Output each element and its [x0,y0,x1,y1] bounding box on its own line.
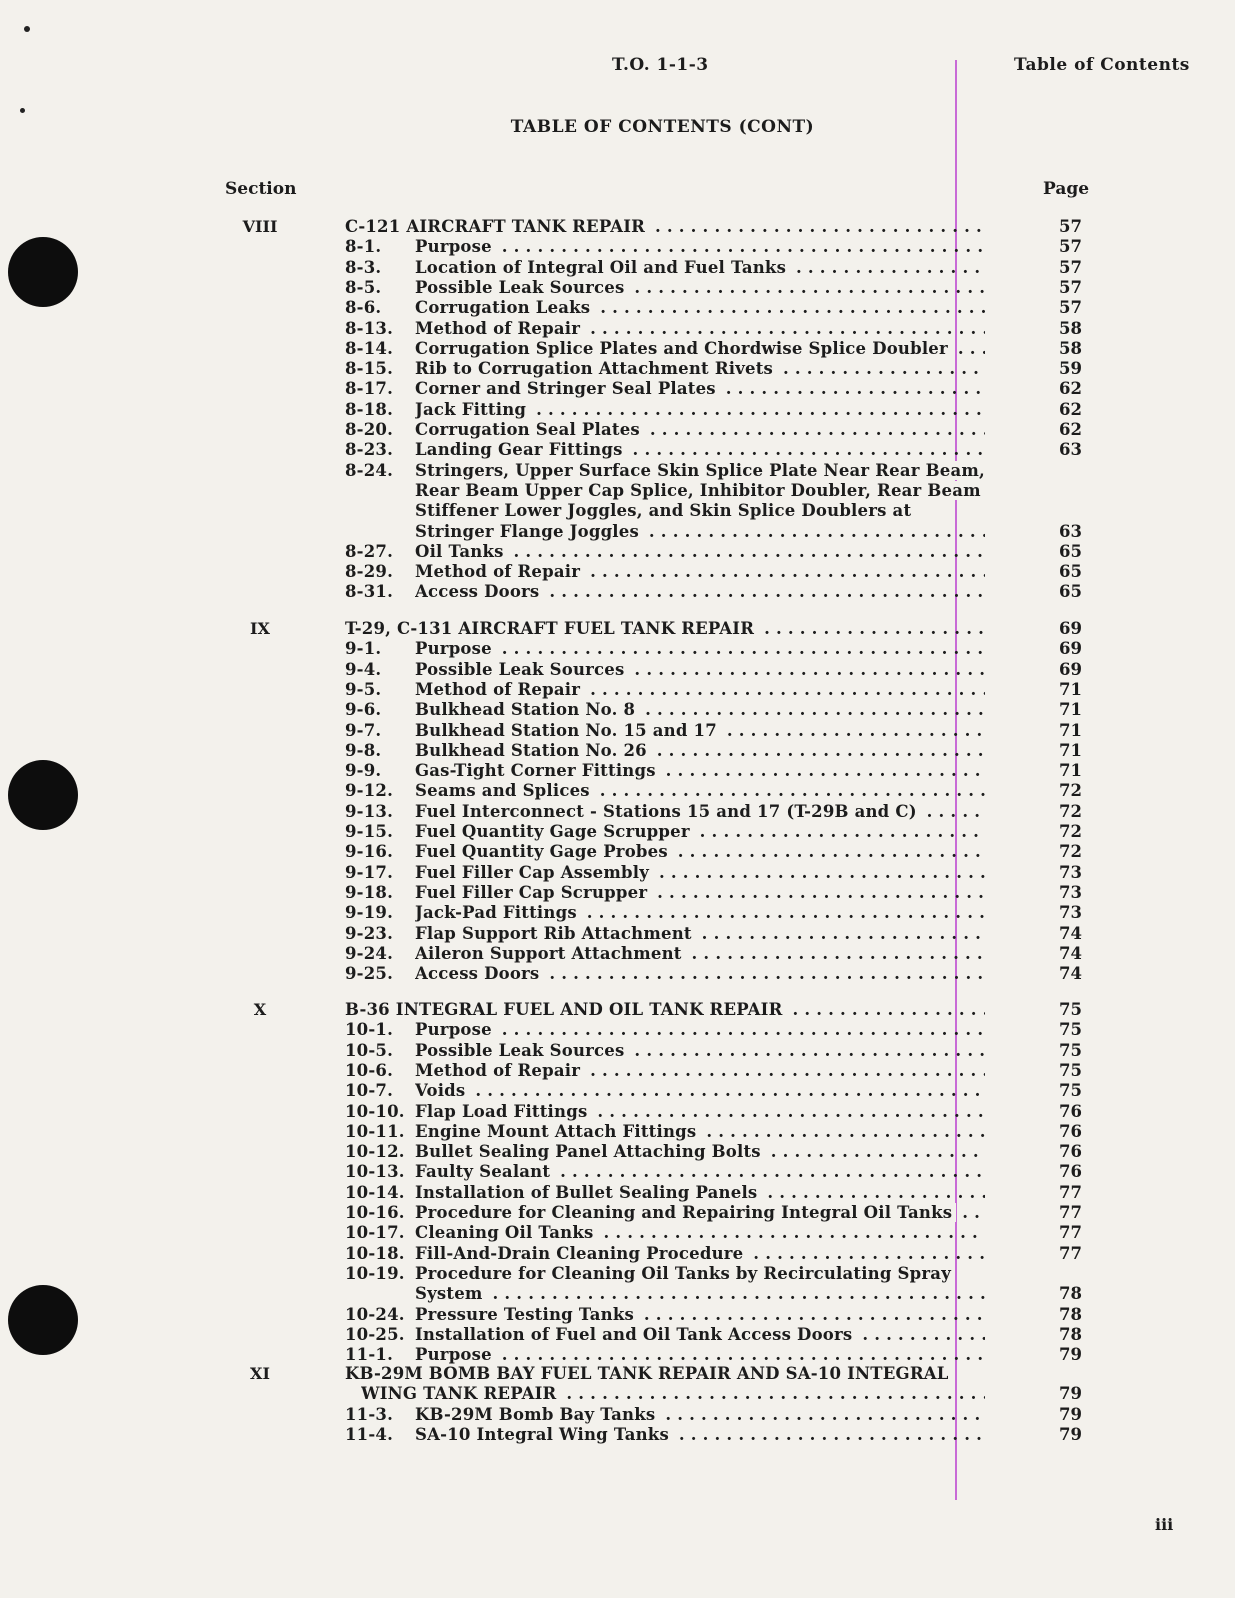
entry-text [415,1183,985,1202]
entry-number: 10-16. [345,1203,405,1222]
toc-entry-line [345,883,985,904]
entry-label: Landing Gear Fittings [415,440,627,459]
entry-number: 8-1. [345,237,382,257]
page-ref: 76 [1059,1101,1082,1121]
entry-label: Access Doors [415,582,543,601]
entry-label: Fuel Interconnect - Stations 15 and 17 (T-29B and C) [415,802,921,821]
entry-label: Fuel Filler Cap Scrupper [415,883,651,902]
entry-label: KB-29M Bomb Bay Tanks [415,1405,659,1424]
entry-label: Flap Support Rib Attachment [415,924,696,943]
entry-text [345,619,985,638]
toc-entry-line [345,842,985,863]
entry-number: 10-5. [345,1040,394,1060]
section-title-line [345,1384,985,1405]
toc-entry-line [345,522,985,543]
page-ref: 69 [1059,619,1082,638]
section-number: VIII [242,217,278,236]
entry-number: 9-9. [345,761,382,781]
running-header: Table of Contents [1014,55,1190,75]
entry-label: Procedure for Cleaning Oil Tanks by Recirculating Spray [415,1264,955,1283]
entry-number: 9-7. [345,720,382,740]
toc-entry-line [345,639,985,660]
entry-text [415,582,985,601]
entry-label: Jack-Pad Fittings [415,903,581,922]
entry-label: Corrugation Seal Plates [415,420,644,439]
toc-entry-line [345,1122,985,1143]
entry-number: 8-3. [345,257,382,277]
entry-number: 9-5. [345,679,382,699]
page-ref: 62 [1059,420,1082,439]
toc-entry-line [345,802,985,823]
entry-number: 8-6. [345,298,382,318]
entry-number: 8-5. [345,277,382,297]
toc-entry-line [345,400,985,421]
page-number: iii [1155,1515,1174,1534]
entry-label: Installation of Bullet Sealing Panels [415,1183,761,1202]
entry-text [415,400,985,419]
toc-entry-line [345,379,985,400]
page-ref: 73 [1059,903,1082,923]
page-ref: 72 [1059,781,1082,801]
entry-text [415,721,985,740]
page-ref: 59 [1059,359,1082,379]
entry-label: Rear Beam Upper Cap Splice, Inhibitor Doubler, Rear Beam [415,481,985,500]
toc-entry-line [345,258,985,279]
entry-text [345,217,985,236]
entry-number: 8-24. [345,460,394,480]
entry-text [415,1325,985,1344]
entry-text [345,1000,985,1019]
toc-entry-line [345,339,985,360]
page-ref: 65 [1059,541,1082,561]
entry-label: Oil Tanks [415,542,508,561]
toc-entry-line [345,562,985,583]
scan-speck [20,108,25,113]
section-title-line [345,217,985,238]
entry-label: Stringer Flange Joggles [415,522,643,541]
toc-entry-line [345,781,985,802]
entry-number: 8-29. [345,562,394,582]
toc-entry-line [345,461,985,482]
entry-label: Method of Repair [415,1061,584,1080]
entry-label: KB-29M BOMB BAY FUEL TANK REPAIR AND SA-10 INTEGRAL [345,1364,953,1383]
toc-entry-line [345,1162,985,1183]
entry-text [415,1203,985,1222]
toc-entry-line [345,1183,985,1204]
entry-text [415,741,985,760]
page-ref: 74 [1059,964,1082,984]
entry-label: Possible Leak Sources [415,660,628,679]
entry-label: Aileron Support Attachment [415,944,686,963]
entry-label: Installation of Fuel and Oil Tank Access Doors [415,1325,856,1344]
entry-number: 8-20. [345,420,394,439]
entry-label: Cleaning Oil Tanks [415,1223,598,1242]
section-title-line [345,1000,985,1021]
entry-label: System [415,1284,487,1303]
page-ref: 57 [1059,237,1082,257]
entry-label: Fuel Quantity Gage Scrupper [415,822,694,841]
toc-entry-line [345,542,985,563]
entry-number: 11-3. [345,1404,394,1424]
entry-text [415,461,985,480]
page-ref: 75 [1059,1000,1082,1019]
entry-label: Bulkhead Station No. 26 [415,741,651,760]
entry-label: Procedure for Cleaning and Repairing Integral Oil Tanks [415,1203,956,1222]
entry-label: Corrugation Splice Plates and Chordwise Splice Doubler [415,339,952,358]
entry-text [415,903,985,922]
entry-number: 9-1. [345,639,382,659]
entry-text [415,481,985,500]
binder-hole-bottom [8,1285,78,1355]
page-ref: 77 [1059,1182,1082,1202]
entry-text [415,501,985,520]
entry-label: Voids [415,1081,469,1100]
page-ref: 76 [1059,1162,1082,1182]
entry-text [415,944,985,963]
entry-number: 10-13. [345,1162,405,1182]
entry-text [415,680,985,699]
entry-text [361,1384,985,1403]
entry-text [415,237,985,256]
entry-number: 10-6. [345,1060,394,1080]
entry-text [415,842,985,861]
toc-entry-line [345,1203,985,1224]
toc-entry-line [345,924,985,945]
entry-label: Pressure Testing Tanks [415,1305,638,1324]
entry-label: Fill-And-Drain Cleaning Procedure [415,1244,747,1263]
toc-entry-line [345,1325,985,1346]
entry-label: Rib to Corrugation Attachment Rivets [415,359,777,378]
toc-entry-line [345,359,985,380]
page-ref: 76 [1059,1121,1082,1141]
entry-label: Location of Integral Oil and Fuel Tanks [415,258,790,277]
page-ref: 79 [1059,1345,1082,1365]
toc-entry-line [345,822,985,843]
entry-number: 10-11. [345,1121,405,1141]
entry-label: T-29, C-131 AIRCRAFT FUEL TANK REPAIR [345,619,758,638]
toc-entry-line [345,660,985,681]
entry-number: 10-10. [345,1101,405,1121]
page-ref: 75 [1059,1060,1082,1080]
entry-number: 8-17. [345,379,394,399]
entry-number: 8-15. [345,359,394,379]
page-column-header: Page [1043,179,1090,199]
toc-entry-line [345,1061,985,1082]
entry-text [415,1061,985,1080]
entry-text [415,1081,985,1100]
toc-entry-line [345,481,985,502]
entry-number: 8-18. [345,399,394,419]
entry-label: SA-10 Integral Wing Tanks [415,1425,673,1444]
entry-text [415,258,985,277]
entry-label: Seams and Splices [415,781,594,800]
entry-label: Gas-Tight Corner Fittings [415,761,660,780]
entry-text [415,1345,985,1364]
entry-label: Purpose [415,237,496,256]
entry-text [415,319,985,338]
entry-text [415,1305,985,1324]
toc-entry-line [345,741,985,762]
entry-number: 10-19. [345,1263,405,1283]
entry-label: Bullet Sealing Panel Attaching Bolts [415,1142,765,1161]
entry-text [415,761,985,780]
entry-number: 8-23. [345,440,394,460]
entry-number: 11-1. [345,1345,394,1365]
entry-label: Stiffener Lower Joggles, and Skin Splice Doublers at [415,501,915,520]
entry-text [415,542,985,561]
entry-number: 9-16. [345,842,394,862]
entry-text [415,420,985,439]
toc-entry-line [345,440,985,461]
page-ref: 72 [1059,801,1082,821]
toc-entry-line [345,237,985,258]
entry-number: 9-18. [345,882,394,902]
entry-text [415,440,985,459]
toc-entry-line [345,582,985,603]
entry-number: 9-12. [345,781,394,801]
entry-label: Fuel Filler Cap Assembly [415,863,653,882]
toc-entry-line [345,501,985,522]
toc-entry-line [345,903,985,924]
toc-entry-line [345,964,985,985]
page-ref: 78 [1059,1324,1082,1344]
entry-label: Possible Leak Sources [415,278,628,297]
entry-label: Purpose [415,639,496,658]
entry-text [415,822,985,841]
entry-text [415,522,985,541]
entry-label: Faulty Sealant [415,1162,554,1181]
entry-text [415,278,985,297]
page-ref: 77 [1059,1243,1082,1263]
toc-entry-line [345,761,985,782]
page-ref: 73 [1059,862,1082,882]
page-ref: 79 [1059,1384,1082,1404]
page-ref: 58 [1059,338,1082,358]
entry-label: Corrugation Leaks [415,298,594,317]
entry-text [415,1142,985,1161]
page-ref: 65 [1059,562,1082,582]
entry-text [415,1405,985,1424]
entry-number: 9-24. [345,943,394,963]
entry-text [415,1020,985,1039]
page-ref: 77 [1059,1203,1082,1222]
page-ref: 63 [1059,521,1082,541]
entry-text [415,639,985,658]
toc-entry-line [345,1284,985,1305]
toc-entry-line [345,1244,985,1265]
entry-text [415,924,985,943]
entry-number: 8-27. [345,541,394,561]
toc-entry-line [345,1041,985,1062]
entry-number: 10-1. [345,1020,394,1040]
page-ref: 78 [1059,1284,1082,1304]
page-ref: 57 [1059,298,1082,318]
toc-entry-line [345,1305,985,1326]
section-number: X [253,1000,267,1019]
toc-entry-line [345,1223,985,1244]
binder-hole-middle [8,760,78,830]
entry-number: 9-25. [345,964,394,984]
page-ref: 78 [1059,1304,1082,1324]
page-ref: 71 [1059,700,1082,720]
entry-text [415,781,985,800]
entry-number: 10-18. [345,1243,405,1263]
page-ref: 75 [1059,1020,1082,1040]
page-title: TABLE OF CONTENTS (CONT) [510,117,815,137]
section-number: IX [250,619,270,638]
entry-text [415,1425,985,1444]
page-ref: 74 [1059,923,1082,943]
page-ref: 57 [1059,277,1082,297]
entry-label: Flap Load Fittings [415,1102,591,1121]
page-ref: 73 [1059,882,1082,902]
entry-label: Possible Leak Sources [415,1041,628,1060]
page-ref: 62 [1059,399,1082,419]
entry-number: 8-14. [345,338,394,358]
entry-text [415,1244,985,1263]
entry-number: 10-14. [345,1182,405,1202]
toc-entry-line [345,278,985,299]
toc-entry-line [345,721,985,742]
page-ref: 72 [1059,842,1082,862]
page-ref: 72 [1059,822,1082,841]
entry-number: 8-31. [345,582,394,602]
entry-number: 9-19. [345,903,394,923]
toc-entry-line [345,1425,985,1446]
toc-entry-line [345,298,985,319]
entry-label: Corner and Stringer Seal Plates [415,379,720,398]
entry-text [415,359,985,378]
entry-number: 11-4. [345,1424,394,1444]
page-ref: 77 [1059,1223,1082,1243]
page-ref: 74 [1059,943,1082,963]
entry-label: Purpose [415,1020,496,1039]
entry-label: Access Doors [415,964,543,983]
entry-text [415,1264,985,1283]
page-ref: 79 [1059,1424,1082,1444]
page-ref: 71 [1059,679,1082,699]
entry-label: C-121 AIRCRAFT TANK REPAIR [345,217,649,236]
page-ref: 69 [1059,659,1082,679]
page-ref: 57 [1059,217,1082,236]
entry-number: 9-4. [345,659,382,679]
entry-text [415,1162,985,1181]
entry-number: 10-17. [345,1223,405,1243]
toc-entry-line [345,1020,985,1041]
section-title-line [345,1364,985,1385]
entry-label: Method of Repair [415,319,584,338]
entry-label: Engine Mount Attach Fittings [415,1122,700,1141]
entry-number: 9-23. [345,923,394,943]
entry-text [415,660,985,679]
entry-label: WING TANK REPAIR [361,1384,560,1403]
toc-entry-line [345,1081,985,1102]
entry-number: 9-17. [345,862,394,882]
entry-label: Method of Repair [415,680,584,699]
entry-number: 8-13. [345,318,394,338]
entry-text [415,379,985,398]
entry-number: 9-8. [345,740,382,760]
document-id: T.O. 1-1-3 [612,55,709,75]
scan-speck [24,26,30,32]
entry-label: Method of Repair [415,562,584,581]
toc-entry-line [345,944,985,965]
page-ref: 75 [1059,1040,1082,1060]
entry-label: Bulkhead Station No. 8 [415,700,639,719]
entry-number: 9-13. [345,801,394,821]
entry-number: 9-15. [345,822,394,841]
toc-entry-line [345,1345,985,1366]
page-ref: 71 [1059,740,1082,760]
entry-text [415,562,985,581]
entry-label: B-36 INTEGRAL FUEL AND OIL TANK REPAIR [345,1000,787,1019]
toc-entry-line [345,1405,985,1426]
entry-number: 10-24. [345,1304,405,1324]
entry-number: 10-12. [345,1142,405,1162]
section-number: XI [250,1364,270,1383]
entry-text [415,298,985,317]
page-ref: 62 [1059,379,1082,399]
page-ref: 76 [1059,1142,1082,1162]
page-ref: 65 [1059,582,1082,602]
page-ref: 79 [1059,1404,1082,1424]
entry-text [415,1284,985,1303]
toc-entry-line [345,319,985,340]
entry-text [415,1041,985,1060]
entry-text [415,863,985,882]
page-ref: 71 [1059,761,1082,781]
page-ref: 69 [1059,639,1082,659]
page-ref: 63 [1059,440,1082,460]
entry-text [415,1223,985,1242]
page-ref: 57 [1059,257,1082,277]
entry-text [415,883,985,902]
entry-label: Purpose [415,1345,496,1364]
entry-label: Fuel Quantity Gage Probes [415,842,672,861]
entry-label: Stringers, Upper Surface Skin Splice Plate Near Rear Beam, [415,461,985,480]
entry-text [415,700,985,719]
entry-text [415,964,985,983]
entry-text [345,1364,985,1383]
entry-text [415,1102,985,1121]
entry-text [415,802,985,821]
entry-number: 10-7. [345,1081,394,1101]
entry-label: Jack Fitting [415,400,530,419]
entry-label: Bulkhead Station No. 15 and 17 [415,721,721,740]
toc-entry-line [345,1264,985,1285]
toc-entry-line [345,863,985,884]
page-ref: 75 [1059,1081,1082,1101]
toc-entry-line [345,420,985,441]
toc-entry-line [345,700,985,721]
binder-hole-top [8,237,78,307]
toc-entry-line [345,1102,985,1123]
page-ref: 58 [1059,318,1082,338]
section-column-header: Section [225,179,297,199]
page-ref: 71 [1059,720,1082,740]
entry-text [415,339,985,358]
toc-entry-line [345,680,985,701]
entry-number: 10-25. [345,1324,405,1344]
entry-number: 9-6. [345,700,382,720]
section-title-line [345,619,985,640]
entry-text [415,1122,985,1141]
toc-entry-line [345,1142,985,1163]
